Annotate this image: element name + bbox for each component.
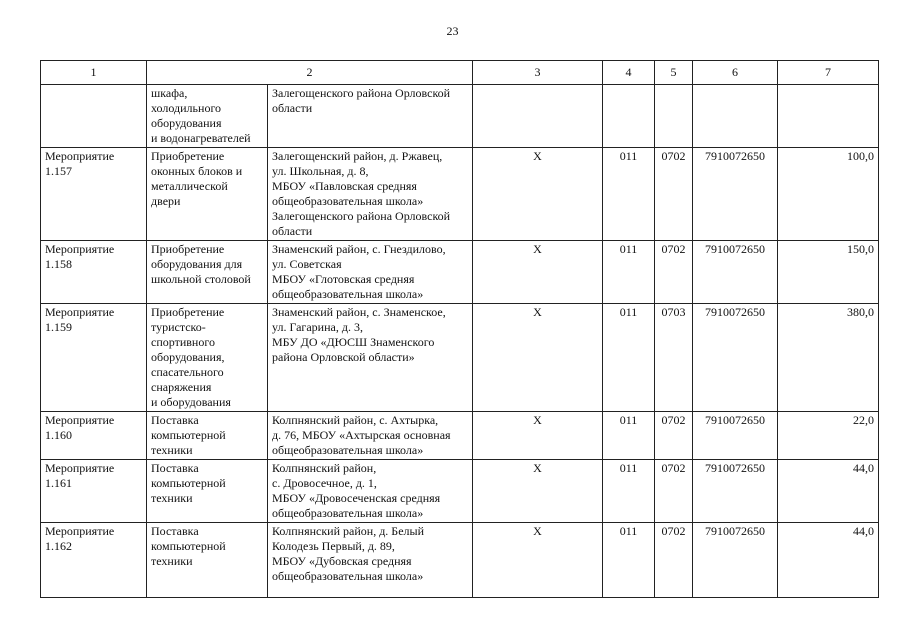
col4-cell: 011 <box>603 241 655 304</box>
measure-id-line: 1.161 <box>45 476 72 490</box>
location-line: области <box>272 224 313 238</box>
location-line: общеобразовательная школа» <box>272 506 424 520</box>
measure-id-line: Мероприятие <box>45 524 115 538</box>
col7-cell: 44,0 <box>778 460 879 523</box>
header-col-5: 5 <box>655 61 693 85</box>
location-line: Залегощенского района Орловской <box>272 209 451 223</box>
location-line: МБОУ «Глотовская средняя <box>272 272 415 286</box>
name-line: школьной столовой <box>151 272 251 286</box>
name-line: техники <box>151 491 193 505</box>
measure-id-line: Мероприятие <box>45 305 115 319</box>
name-line: холодильного <box>151 101 222 115</box>
col3-cell: Х <box>473 460 603 523</box>
header-col-6: 6 <box>693 61 778 85</box>
col3-cell: Х <box>473 304 603 412</box>
col5-cell: 0702 <box>655 412 693 460</box>
measure-id-cell <box>41 460 147 523</box>
budget-table <box>40 60 879 598</box>
header-col-1: 1 <box>41 61 147 85</box>
measure-id-line: 1.159 <box>45 320 72 334</box>
name-line: спортивного <box>151 335 215 349</box>
measure-id-line: Мероприятие <box>45 149 115 163</box>
col4-cell: 011 <box>603 523 655 598</box>
measure-name-cell <box>147 304 268 412</box>
col4-cell: 011 <box>603 148 655 241</box>
col5-cell: 0702 <box>655 241 693 304</box>
measure-name-cell <box>147 241 268 304</box>
continuation-col4-cell <box>603 85 655 148</box>
name-line: компьютерной <box>151 476 226 490</box>
col4-cell: 011 <box>603 460 655 523</box>
measure-name-cell <box>147 148 268 241</box>
location-line: общеобразовательная школа» <box>272 443 424 457</box>
col5-cell: 0702 <box>655 460 693 523</box>
continuation-location-cell <box>268 85 473 148</box>
name-line: Приобретение <box>151 305 225 319</box>
header-col-7: 7 <box>778 61 879 85</box>
measure-id-cell <box>41 412 147 460</box>
col6-cell: 7910072650 <box>693 412 778 460</box>
measure-name-cell <box>147 460 268 523</box>
continuation-name-cell <box>147 85 268 148</box>
name-line: техники <box>151 554 193 568</box>
measure-id-line: 1.158 <box>45 257 72 271</box>
location-line: района Орловской области» <box>272 350 415 364</box>
col4-cell: 011 <box>603 412 655 460</box>
measure-location-cell <box>268 304 473 412</box>
location-line: МБОУ «Дровосеченская средняя <box>272 491 441 505</box>
name-line: Поставка <box>151 413 199 427</box>
col3-cell: Х <box>473 148 603 241</box>
col6-cell: 7910072650 <box>693 148 778 241</box>
location-line: ул. Советская <box>272 257 342 271</box>
continuation-id-cell <box>41 85 147 148</box>
name-line: Поставка <box>151 461 199 475</box>
name-line: снаряжения <box>151 380 212 394</box>
location-line: МБУ ДО «ДЮСШ Знаменского <box>272 335 435 349</box>
name-line: оборудования для <box>151 257 243 271</box>
col5-cell: 0702 <box>655 523 693 598</box>
location-line: Колпнянский район, <box>272 461 377 475</box>
table-row <box>41 241 879 304</box>
name-line: и водонагревателей <box>151 131 251 145</box>
location-line: общеобразовательная школа» <box>272 194 424 208</box>
name-line: металлической <box>151 179 228 193</box>
continuation-col3-cell <box>473 85 603 148</box>
location-line: области <box>272 101 313 115</box>
location-line: Знаменский район, с. Знаменское, <box>272 305 446 319</box>
name-line: Приобретение <box>151 242 225 256</box>
measure-id-line: 1.162 <box>45 539 72 553</box>
location-line: Колодезь Первый, д. 89, <box>272 539 395 553</box>
col7-cell: 100,0 <box>778 148 879 241</box>
col7-cell: 44,0 <box>778 523 879 598</box>
col5-cell: 0702 <box>655 148 693 241</box>
col3-cell: Х <box>473 523 603 598</box>
col6-cell: 7910072650 <box>693 241 778 304</box>
header-col-4: 4 <box>603 61 655 85</box>
measure-id-cell <box>41 304 147 412</box>
measure-name-cell <box>147 523 268 598</box>
location-line: ул. Школьная, д. 8, <box>272 164 369 178</box>
col7-cell: 380,0 <box>778 304 879 412</box>
page-number: 23 <box>446 24 459 38</box>
location-line: Залегощенского района Орловской <box>272 86 451 100</box>
header-row <box>41 61 879 85</box>
name-line: Приобретение <box>151 149 225 163</box>
name-line: шкафа, <box>151 86 188 100</box>
location-line: общеобразовательная школа» <box>272 287 424 301</box>
measure-location-cell <box>268 460 473 523</box>
location-line: с. Дровосечное, д. 1, <box>272 476 377 490</box>
continuation-col6-cell <box>693 85 778 148</box>
col7-cell: 22,0 <box>778 412 879 460</box>
col3-cell: Х <box>473 241 603 304</box>
continuation-col7-cell <box>778 85 879 148</box>
measure-location-cell <box>268 412 473 460</box>
location-line: Знаменский район, с. Гнездилово, <box>272 242 446 256</box>
col4-cell: 011 <box>603 304 655 412</box>
continuation-row <box>41 85 879 148</box>
header-col-3: 3 <box>473 61 603 85</box>
name-line: компьютерной <box>151 428 226 442</box>
name-line: и оборудования <box>151 395 231 409</box>
location-line: Залегощенский район, д. Ржавец, <box>272 149 443 163</box>
measure-name-cell <box>147 412 268 460</box>
name-line: оборудования, <box>151 350 225 364</box>
measure-location-cell <box>268 241 473 304</box>
measure-id-line: Мероприятие <box>45 461 115 475</box>
location-line: общеобразовательная школа» <box>272 569 424 583</box>
table-row <box>41 523 879 598</box>
measure-location-cell <box>268 148 473 241</box>
table-row <box>41 304 879 412</box>
measure-id-cell <box>41 148 147 241</box>
measure-location-cell <box>268 523 473 598</box>
measure-id-line: Мероприятие <box>45 242 115 256</box>
location-line: ул. Гагарина, д. 3, <box>272 320 363 334</box>
col7-cell: 150,0 <box>778 241 879 304</box>
measure-id-line: Мероприятие <box>45 413 115 427</box>
col6-cell: 7910072650 <box>693 460 778 523</box>
location-line: МБОУ «Павловская средняя <box>272 179 417 193</box>
continuation-col5-cell <box>655 85 693 148</box>
name-line: Поставка <box>151 524 199 538</box>
location-line: Колпнянский район, д. Белый <box>272 524 424 538</box>
table-row <box>41 460 879 523</box>
name-line: двери <box>151 194 181 208</box>
col5-cell: 0703 <box>655 304 693 412</box>
name-line: оконных блоков и <box>151 164 243 178</box>
measure-id-cell <box>41 523 147 598</box>
measure-id-line: 1.160 <box>45 428 72 442</box>
header-col-2: 2 <box>147 61 473 85</box>
location-line: д. 76, МБОУ «Ахтырская основная <box>272 428 451 442</box>
col6-cell: 7910072650 <box>693 304 778 412</box>
location-line: Колпнянский район, с. Ахтырка, <box>272 413 439 427</box>
measure-id-cell <box>41 241 147 304</box>
col6-cell: 7910072650 <box>693 523 778 598</box>
name-line: туристско- <box>151 320 206 334</box>
name-line: техники <box>151 443 193 457</box>
name-line: спасательного <box>151 365 224 379</box>
measure-id-line: 1.157 <box>45 164 72 178</box>
col3-cell: Х <box>473 412 603 460</box>
table-row <box>41 412 879 460</box>
table-row <box>41 148 879 241</box>
name-line: оборудования <box>151 116 222 130</box>
name-line: компьютерной <box>151 539 226 553</box>
location-line: МБОУ «Дубовская средняя <box>272 554 412 568</box>
